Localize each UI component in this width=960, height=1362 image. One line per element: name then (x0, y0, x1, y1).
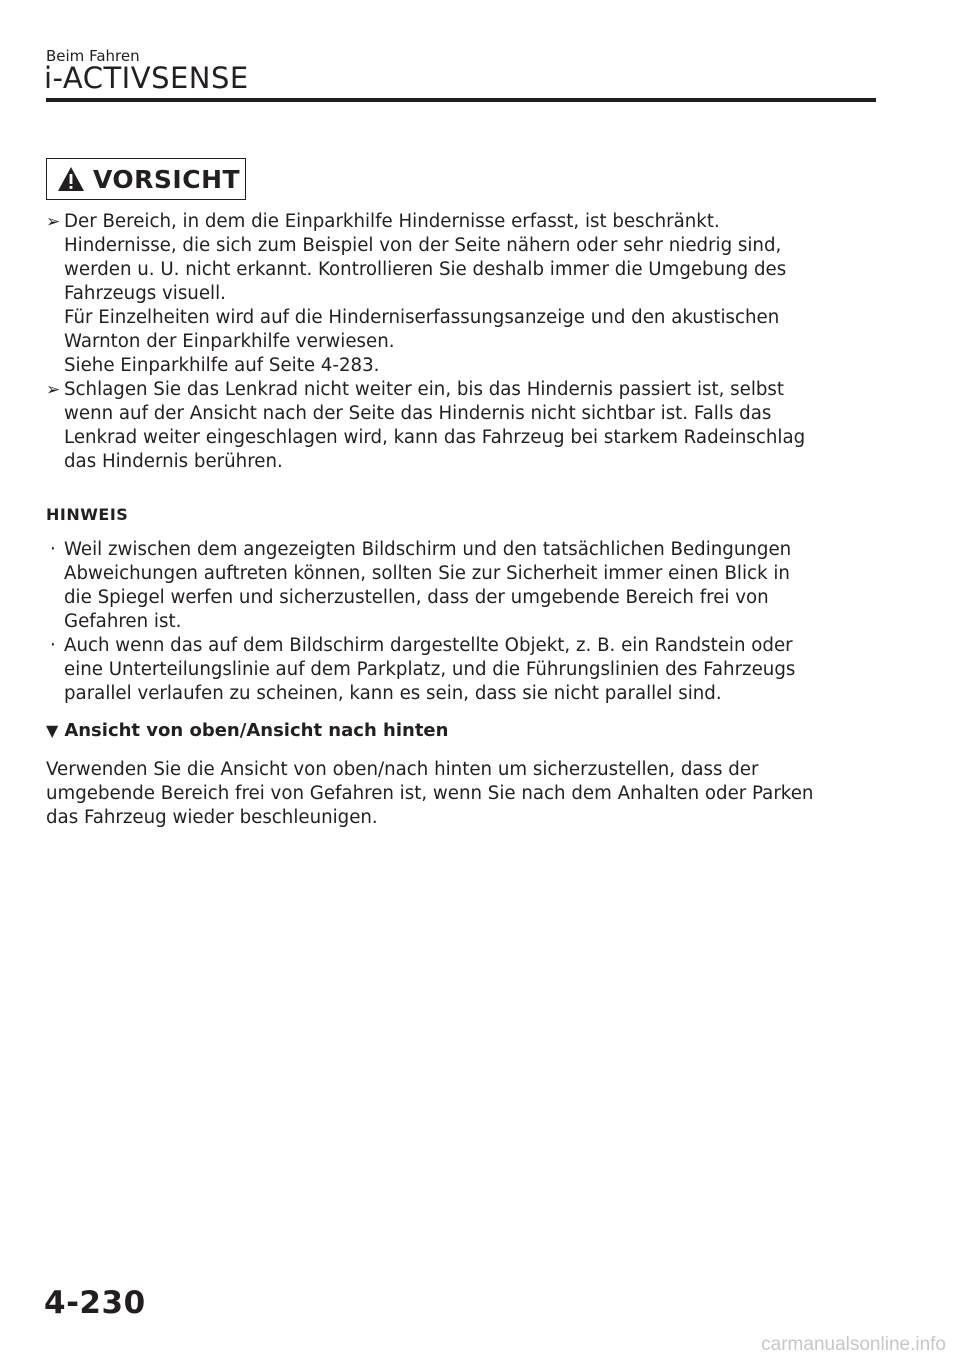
triangle-down-icon: ▼ (46, 721, 59, 740)
arrowhead-bullet-icon: ➢ (46, 212, 61, 232)
text-line: Gefahren ist. (64, 611, 182, 632)
watermark: carmanualsonline.info (761, 1334, 946, 1355)
note-item (46, 634, 876, 706)
running-header-title: i-ACTIVSENSE (44, 61, 249, 95)
warning-triangle-icon (57, 166, 85, 192)
caution-item (46, 378, 876, 474)
arrowhead-bullet-icon: ➢ (46, 380, 61, 400)
text-line: Schlagen Sie das Lenkrad nicht weiter ein, bis das Hindernis passiert ist, selbst (64, 379, 785, 400)
text-line: Abweichungen auftreten können, sollten Sie zur Sicherheit immer einen Blick in (64, 563, 790, 584)
page-number: 4-230 (44, 1285, 146, 1321)
text-line: Für Einzelheiten wird auf die Hinderniserfassungsanzeige und den akustischen (64, 307, 780, 328)
page-reference[interactable]: Siehe Einparkhilfe auf Seite 4-283. (64, 355, 380, 376)
dot-bullet-icon: · (50, 539, 56, 560)
text-line: das Hindernis berühren. (64, 451, 283, 472)
text-line: parallel verlaufen zu scheinen, kann es sein, dass sie nicht parallel sind. (64, 683, 722, 704)
text-line: umgebende Bereich frei von Gefahren ist, wenn Sie nach dem Anhalten oder Parken (46, 783, 814, 804)
text-line: wenn auf der Ansicht nach der Seite das Hindernis nicht sichtbar ist. Falls das (64, 403, 772, 424)
text-line: Fahrzeugs visuell. (64, 283, 226, 304)
note-item (46, 538, 876, 634)
text-line: Weil zwischen dem angezeigten Bildschirm und den tatsächlichen Bedingungen (64, 539, 792, 560)
caution-list (46, 210, 876, 474)
text-line: Lenkrad weiter eingeschlagen wird, kann das Fahrzeug bei starkem Radeinschlag (64, 427, 806, 448)
note-title: HINWEIS (46, 505, 129, 524)
text-line: die Spiegel werfen und sicherzustellen, dass der umgebende Bereich frei von (64, 587, 769, 608)
text-line: Auch wenn das auf dem Bildschirm dargestellte Objekt, z. B. ein Randstein oder (64, 635, 793, 656)
header-rule (46, 98, 876, 102)
section-heading (46, 720, 448, 741)
text-line: das Fahrzeug wieder beschleunigen. (46, 807, 378, 828)
caution-label: VORSICHT (93, 164, 241, 194)
section-body (46, 758, 876, 830)
text-line: eine Unterteilungslinie auf dem Parkplatz, und die Führungslinien des Fahrzeugs (64, 659, 796, 680)
text-line: Warnton der Einparkhilfe verwiesen. (64, 331, 395, 352)
note-list (46, 538, 876, 706)
text-line: Verwenden Sie die Ansicht von oben/nach hinten um sicherzustellen, dass der (46, 759, 759, 780)
text-line: Hindernisse, die sich zum Beispiel von der Seite nähern oder sehr niedrig sind, (64, 235, 782, 256)
caution-box (46, 158, 246, 200)
dot-bullet-icon: · (50, 635, 56, 656)
caution-item (46, 210, 876, 378)
text-line: Der Bereich, in dem die Einparkhilfe Hindernisse erfasst, ist beschränkt. (64, 211, 720, 232)
running-header-section: Beim Fahren (46, 47, 140, 65)
section-heading-text: Ansicht von oben/Ansicht nach hinten (64, 720, 449, 741)
text-line: werden u. U. nicht erkannt. Kontrollieren Sie deshalb immer die Umgebung des (64, 259, 787, 280)
